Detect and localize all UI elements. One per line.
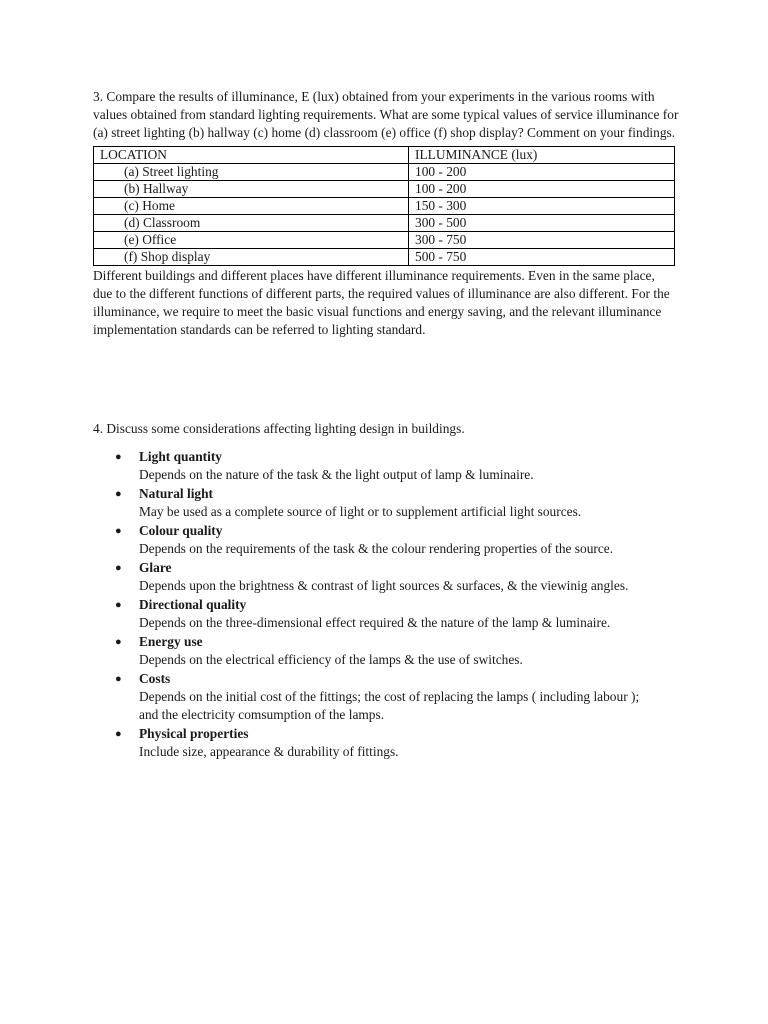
question-3-section: [93, 88, 683, 339]
item-title: Light quantity: [139, 449, 222, 464]
item-description: Depends on the nature of the task & the light output of lamp & luminaire.: [139, 467, 534, 482]
table-row: [94, 232, 675, 249]
item-description: Depends on the requirements of the task & the colour rendering properties of the source.: [139, 541, 614, 556]
cell-illuminance: 150 - 300: [409, 198, 675, 215]
item-description: Depends on the electrical efficiency of the lamps & the use of switches.: [139, 652, 523, 667]
table-row: [94, 249, 675, 266]
item-title: Glare: [139, 560, 172, 575]
list-item: [93, 725, 683, 761]
cell-illuminance: 100 - 200: [409, 181, 675, 198]
list-item: [93, 596, 683, 632]
bullet-icon: ●: [115, 488, 122, 500]
item-title: Directional quality: [139, 597, 247, 612]
cell-illuminance: 500 - 750: [409, 249, 675, 266]
list-item: [93, 485, 683, 521]
list-item: [93, 522, 683, 558]
item-description: May be used as a complete source of light or to supplement artificial light sources.: [139, 504, 582, 519]
cell-location: (d) Classroom: [94, 215, 409, 232]
bullet-icon: ●: [115, 451, 122, 463]
item-description: Include size, appearance & durability of fittings.: [139, 744, 399, 759]
cell-location: (b) Hallway: [94, 181, 409, 198]
question-3-answer: Different buildings and different places have different illuminance requirements. Even in the same place, due to the different functions of different parts, the required values of illuminance are also different. For the illuminance, we require to meet the basic visual functions and energy saving, and the relevant illuminance implementation standards can be referred to lighting standard.: [93, 268, 670, 337]
bullet-icon: ●: [115, 562, 122, 574]
question-3-text: 3. Compare the results of illuminance, E (lux) obtained from your experiments in the various rooms with values obtained from standard lighting requirements. What are some typical values of service illuminance for (a) street lighting (b) hallway (c) home (d) classroom (e) office (f) shop display? Comment on your findings.: [93, 89, 679, 140]
item-description: Depends upon the brightness & contrast of light sources & surfaces, & the viewinig angles.: [139, 578, 629, 593]
list-item: [93, 633, 683, 669]
item-title: Colour quality: [139, 523, 223, 538]
question-4-text: 4. Discuss some considerations affecting lighting design in buildings.: [93, 421, 465, 436]
bullet-icon: ●: [115, 636, 122, 648]
header-illuminance: ILLUMINANCE (lux): [409, 147, 675, 164]
bullet-icon: ●: [115, 599, 122, 611]
list-item: [93, 448, 683, 484]
header-location: LOCATION: [94, 147, 409, 164]
item-description: Depends on the initial cost of the fittings; the cost of replacing the lamps ( including labour ); and the electricity comsumption of the lamps.: [139, 689, 640, 722]
item-description: Depends on the three-dimensional effect required & the nature of the lamp & luminaire.: [139, 615, 611, 630]
cell-location: (a) Street lighting: [94, 164, 409, 181]
cell-location: (f) Shop display: [94, 249, 409, 266]
cell-illuminance: 300 - 500: [409, 215, 675, 232]
bullet-icon: ●: [115, 728, 122, 740]
illuminance-table: [93, 146, 675, 266]
table-header-row: [94, 147, 675, 164]
item-title: Physical properties: [139, 726, 249, 741]
table-row: [94, 181, 675, 198]
list-item: [93, 670, 683, 724]
table-row: [94, 198, 675, 215]
cell-illuminance: 100 - 200: [409, 164, 675, 181]
item-title: Costs: [139, 671, 171, 686]
bullet-icon: ●: [115, 525, 122, 537]
item-title: Energy use: [139, 634, 203, 649]
list-item: [93, 559, 683, 595]
item-title: Natural light: [139, 486, 214, 501]
table-row: [94, 215, 675, 232]
table-row: [94, 164, 675, 181]
cell-illuminance: 300 - 750: [409, 232, 675, 249]
cell-location: (e) Office: [94, 232, 409, 249]
considerations-list: [93, 448, 683, 761]
bullet-icon: ●: [115, 673, 122, 685]
question-4-section: [93, 420, 683, 762]
cell-location: (c) Home: [94, 198, 409, 215]
